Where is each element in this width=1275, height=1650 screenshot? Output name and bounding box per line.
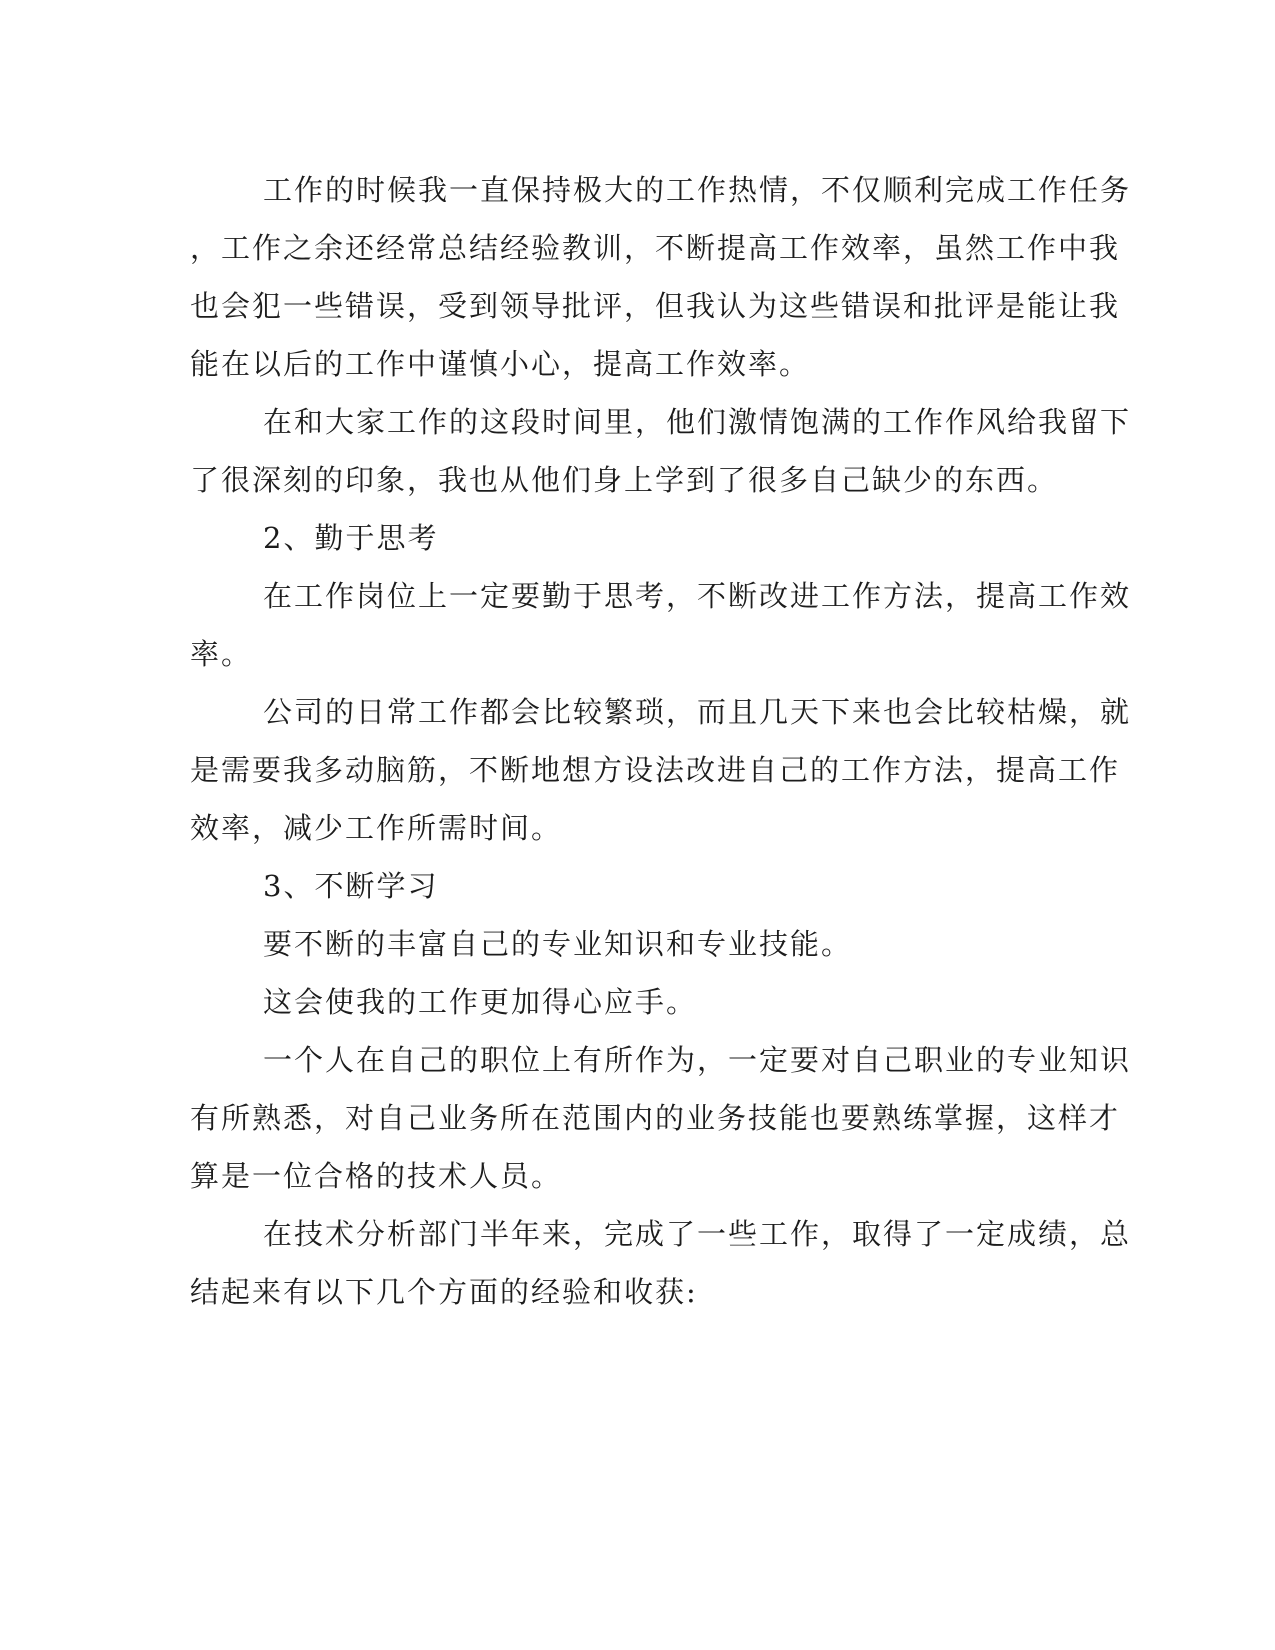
- section-heading: 2、勤于思考: [263, 521, 439, 555]
- paragraph-line: 算是一位合格的技术人员。: [190, 1159, 563, 1193]
- paragraph-line: 在和大家工作的这段时间里，他们激情饱满的工作作风给我留下: [263, 405, 1132, 439]
- section-heading: 3、不断学习: [263, 869, 439, 903]
- paragraph-line: 要不断的丰富自己的专业知识和专业技能。: [263, 927, 853, 961]
- paragraph-line: 也会犯一些错误，受到领导批评，但我认为这些错误和批评是能让我: [190, 289, 1121, 323]
- paragraph-line: ，工作之余还经常总结经验教训，不断提高工作效率，虽然工作中我: [190, 231, 1121, 265]
- paragraph-line: 能在以后的工作中谨慎小心，提高工作效率。: [190, 347, 811, 381]
- paragraph-line: 工作的时候我一直保持极大的工作热情，不仅顺利完成工作任务: [263, 173, 1132, 207]
- paragraph-line: 效率，减少工作所需时间。: [190, 811, 563, 845]
- paragraph-line: 率。: [190, 637, 253, 671]
- paragraph-line: 有所熟悉，对自己业务所在范围内的业务技能也要熟练掌握，这样才: [190, 1101, 1121, 1135]
- paragraph-line: 在工作岗位上一定要勤于思考，不断改进工作方法，提高工作效: [263, 579, 1132, 613]
- paragraph-line: 一个人在自己的职位上有所作为，一定要对自己职业的专业知识: [263, 1043, 1132, 1077]
- paragraph-line: 是需要我多动脑筋，不断地想方设法改进自己的工作方法，提高工作: [190, 753, 1121, 787]
- paragraph-line: 公司的日常工作都会比较繁琐，而且几天下来也会比较枯燥，就: [263, 695, 1132, 729]
- paragraph-line: 了很深刻的印象，我也从他们身上学到了很多自己缺少的东西。: [190, 463, 1059, 497]
- paragraph-line: 结起来有以下几个方面的经验和收获:: [190, 1275, 698, 1309]
- paragraph-line: 这会使我的工作更加得心应手。: [263, 985, 698, 1019]
- paragraph-line: 在技术分析部门半年来，完成了一些工作，取得了一定成绩，总: [263, 1217, 1132, 1251]
